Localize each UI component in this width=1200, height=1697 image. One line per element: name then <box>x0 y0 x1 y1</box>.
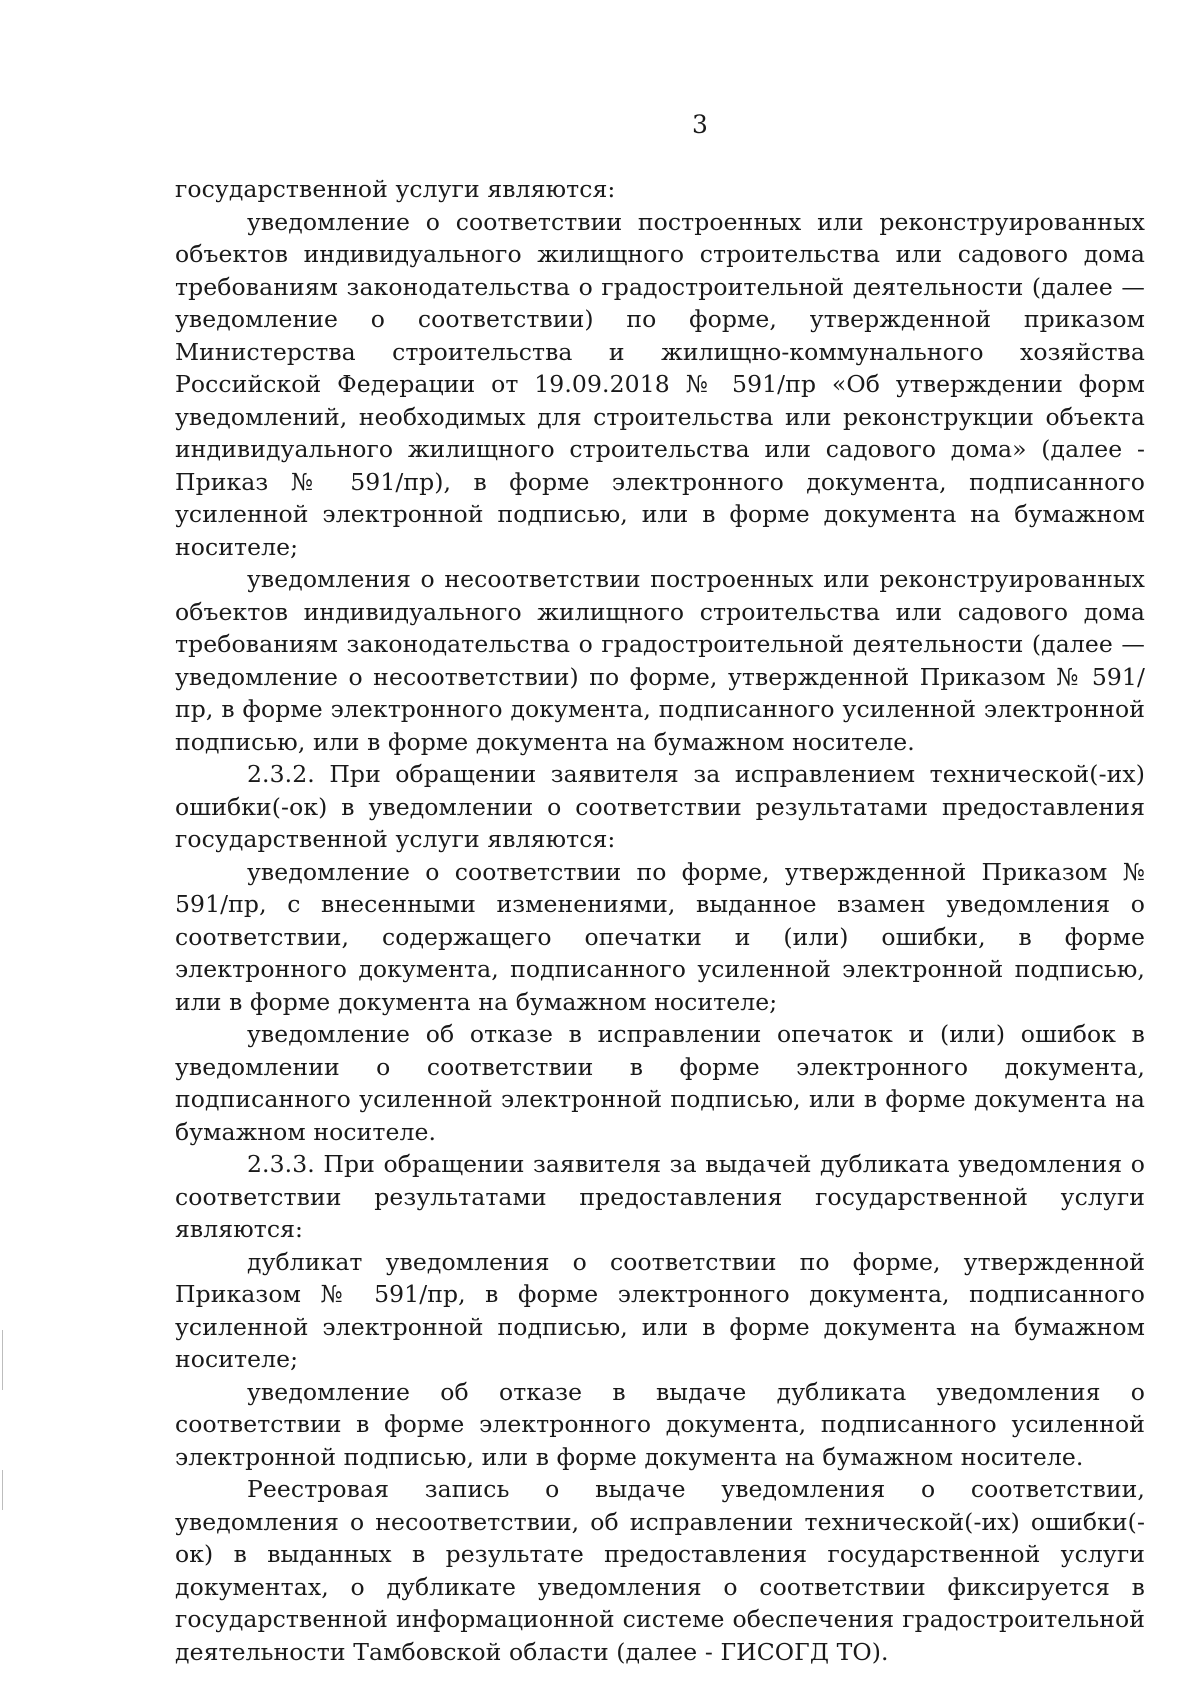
paragraph-section-2-3-3: 2.3.3. При обращении заявителя за выдачей дубликата уведомления о соответствии результатами предоставления государственной услуги являются: <box>175 1150 1145 1243</box>
scan-artifact-mark <box>2 1330 3 1390</box>
paragraph-registry-record: Реестровая запись о выдаче уведомления о соответствии, уведомления о несоответствии, об исправлении технической(-их) ошибки(-ок) в выданных в результате предоставления государственной услуги документах, о дубликате уведомления о соответствии фиксируется в государственной информационной системе обеспечения градостроительной деятельности Тамбовской области (далее - ГИСОГД ТО). <box>175 1475 1145 1666</box>
paragraph-continuation: государственной услуги являются: <box>175 175 616 203</box>
paragraph-section-2-3-2: 2.3.2. При обращении заявителя за исправлением технической(-их) ошибки(-ок) в уведомлении о соответствии результатами предоставления государственной услуги являются: <box>175 760 1145 853</box>
paragraph-duplicate-refusal: уведомление об отказе в выдаче дубликата уведомления о соответствии в форме электронного документа, подписанного усиленной электронной подписью, или в форме документа на бумажном носителе. <box>175 1377 1145 1471</box>
scan-artifact-mark <box>2 1470 3 1510</box>
paragraph-correction-refusal: уведомление об отказе в исправлении опечаток и (или) ошибок в уведомлении о соответствии в форме электронного документа, подписанного усиленной электронной подписью, или в форме документа на бумажном носителе. <box>175 1020 1145 1146</box>
page-number: 3 <box>692 110 708 139</box>
document-body <box>175 173 1145 1668</box>
paragraph-notice-compliance: уведомление о соответствии построенных или реконструированных объектов индивидуального жилищного строительства или садового дома требованиям законодательства о градостроительной деятельности (далее — уведомление о соответствии) по форме, утвержденной приказом Министерства строительства и жилищно-коммунального хозяйства Российской Федерации от 19.09.2018 № 591/пр «Об утверждении форм уведомлений, необходимых для строительства или реконструкции объекта индивидуального жилищного строительства или садового дома» (далее - Приказ № 591/пр), в форме электронного документа, подписанного усиленной электронной подписью, или в форме документа на бумажном носителе; <box>175 207 1145 561</box>
paragraph-corrected-notice: уведомление о соответствии по форме, утвержденной Приказом № 591/пр, с внесенными изменениями, выданное взамен уведомления о соответствии, содержащего опечатки и (или) ошибки, в форме электронного документа, подписанного усиленной электронной подписью, или в форме документа на бумажном носителе; <box>175 857 1145 1016</box>
paragraph-duplicate-notice: дубликат уведомления о соответствии по форме, утвержденной Приказом № 591/пр, в форме электронного документа, подписанного усиленной электронной подписью, или в форме документа на бумажном носителе; <box>175 1247 1145 1373</box>
paragraph-notice-noncompliance: уведомления о несоответствии построенных или реконструированных объектов индивидуального жилищного строительства или садового дома требованиям законодательства о градостроительной деятельности (далее — уведомление о несоответствии) по форме, утвержденной Приказом № 591/пр, в форме электронного документа, подписанного усиленной электронной подписью, или в форме документа на бумажном носителе. <box>175 565 1145 756</box>
